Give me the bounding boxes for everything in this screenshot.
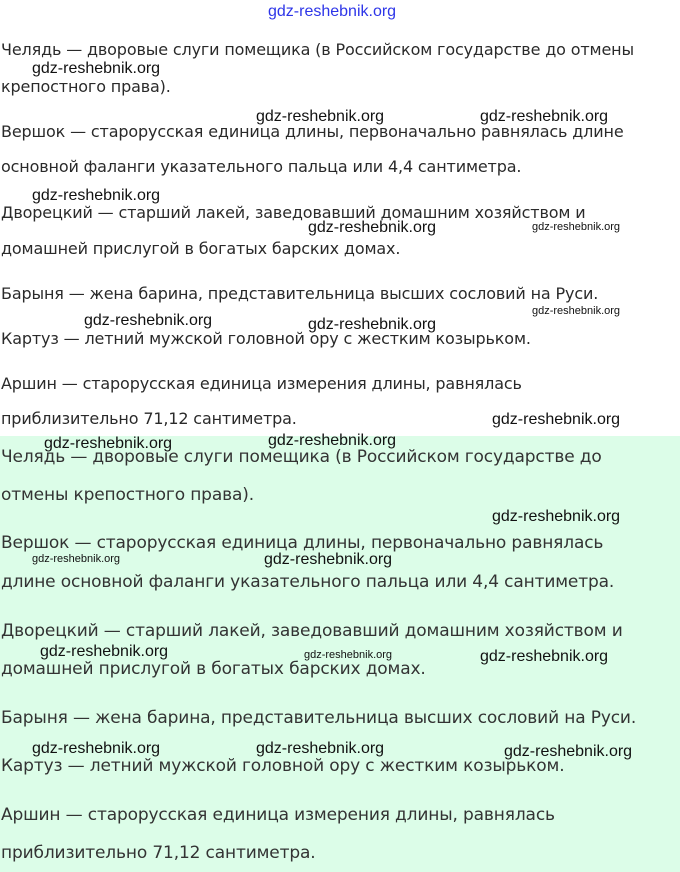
watermark: gdz-reshebnik.org bbox=[480, 108, 609, 125]
watermark: gdz-reshebnik.org bbox=[256, 108, 385, 125]
definition-line: длине основной фаланги указательного пальца или 4,4 сантиметра. bbox=[1, 572, 615, 592]
definition-line: домашней прислугой в богатых барских домах. bbox=[1, 659, 426, 679]
watermark: gdz-reshebnik.org bbox=[264, 551, 393, 568]
watermark: gdz-reshebnik.org bbox=[480, 648, 609, 665]
definition-line: приблизительно 71,12 сантиметра. bbox=[1, 409, 297, 428]
definition-line: Барыня — жена барина, представительница высших сословий на Руси. bbox=[1, 708, 637, 728]
watermark: gdz-reshebnik.org bbox=[32, 553, 121, 565]
watermark: gdz-reshebnik.org bbox=[32, 187, 161, 204]
definition-line: крепостного права). bbox=[1, 77, 171, 96]
header-watermark: gdz-reshebnik.org bbox=[268, 3, 397, 20]
watermark: gdz-reshebnik.org bbox=[308, 219, 437, 236]
watermark: gdz-reshebnik.org bbox=[32, 740, 161, 757]
definition-line: Барыня — жена барина, представительница высших сословий на Руси. bbox=[1, 284, 599, 303]
definition-line: Дворецкий — старший лакей, заведовавший домашним хозяйством и bbox=[1, 203, 586, 222]
watermark: gdz-reshebnik.org bbox=[532, 305, 621, 317]
definition-line: приблизительно 71,12 сантиметра. bbox=[1, 843, 316, 863]
watermark: gdz-reshebnik.org bbox=[492, 508, 621, 525]
definition-line: основной фаланги указательного пальца или 4,4 сантиметра. bbox=[1, 157, 522, 176]
definition-line: Вершок — старорусская единица длины, первоначально равнялась bbox=[1, 533, 604, 553]
definition-line: Картуз — летний мужской головной ору с жестким козырьком. bbox=[1, 329, 531, 348]
watermark: gdz-reshebnik.org bbox=[504, 743, 633, 760]
watermark: gdz-reshebnik.org bbox=[84, 312, 213, 329]
watermark: gdz-reshebnik.org bbox=[40, 643, 169, 660]
watermark: gdz-reshebnik.org bbox=[256, 740, 385, 757]
watermark: gdz-reshebnik.org bbox=[308, 316, 437, 333]
watermark: gdz-reshebnik.org bbox=[32, 60, 161, 77]
watermark: gdz-reshebnik.org bbox=[44, 435, 173, 452]
definition-line: отмены крепостного права). bbox=[1, 485, 254, 505]
definition-line: Челядь — дворовые слуги помещика (в Российском государстве до отмены bbox=[1, 40, 634, 59]
watermark: gdz-reshebnik.org bbox=[532, 221, 621, 233]
definition-line: Дворецкий — старший лакей, заведовавший домашним хозяйством и bbox=[1, 621, 623, 641]
definition-line: Аршин — старорусская единица измерения длины, равнялась bbox=[1, 374, 522, 393]
definition-line: домашней прислугой в богатых барских домах. bbox=[1, 239, 401, 258]
definition-line: Вершок — старорусская единица длины, первоначально равнялась длине bbox=[1, 122, 624, 141]
watermark: gdz-reshebnik.org bbox=[304, 649, 393, 661]
definition-line: Аршин — старорусская единица измерения длины, равнялась bbox=[1, 805, 555, 825]
definition-line: Картуз — летний мужской головной ору с жестким козырьком. bbox=[1, 756, 565, 776]
definition-line: Челядь — дворовые слуги помещика (в Российском государстве до bbox=[1, 447, 602, 467]
watermark: gdz-reshebnik.org bbox=[492, 411, 621, 428]
watermark: gdz-reshebnik.org bbox=[268, 432, 397, 449]
